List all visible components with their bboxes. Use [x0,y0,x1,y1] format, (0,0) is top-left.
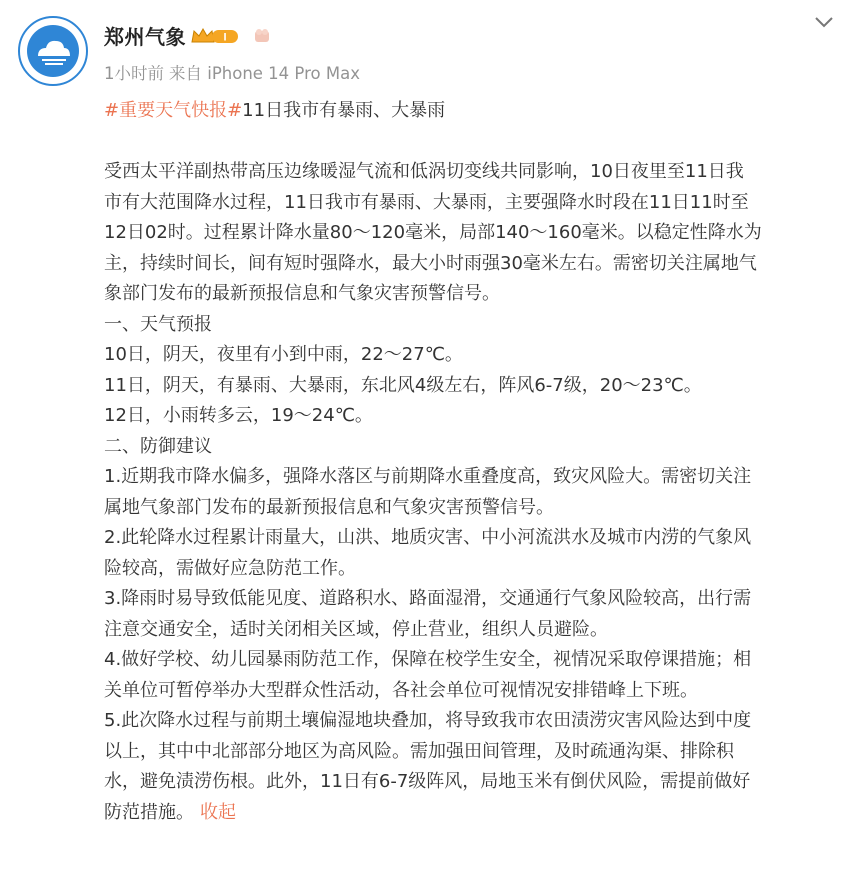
post-time: 1小时前 [104,64,164,83]
post-line [104,401,839,432]
post-line-text: 以上，其中中北部部分地区为高风险。需加强田间管理，及时疏通沟渠、排除积 [104,740,734,762]
post-line [104,706,839,737]
post-line [104,462,839,493]
topic-link[interactable]: #重要天气快报# [104,100,243,121]
post-line [104,310,839,341]
post-line [104,615,839,646]
post-body [104,157,839,828]
sticker-icon [252,25,272,45]
post-line-text: 2.此轮降水过程累计雨量大，山洪、地质灾害、中小河流洪水及城市内涝的气象风 [104,527,752,548]
post-line-text: 12日02时。过程累计降水量80～120毫米，局部140～160毫米。以稳定性降水为 [104,222,762,243]
post-line [104,371,839,402]
post-line-text: 主，持续时间长，间有短时强降水，最大小时雨强30毫米左右。需密切关注属地气 [104,252,757,274]
post-line-text: 4.做好学校、幼儿园暴雨防范工作，保障在校学生安全，视情况采取停课措施；相 [104,649,752,670]
post-line [104,249,839,280]
post-line-text: 1.近期我市降水偏多，强降水落区与前期降水重叠度高，致灾风险大。需密切关注 [104,466,752,487]
post-line-text: 12日，小雨转多云，19～24℃。 [104,405,373,426]
post-content [104,96,839,828]
post-line [104,645,839,676]
post-line [104,157,839,188]
post-line [104,340,839,371]
post-line-text: 11日，阴天，有暴雨、大暴雨，东北风4级左右，阵风6-7级，20～23℃。 [104,374,702,396]
chevron-down-icon[interactable] [813,14,835,30]
post-line-text: 受西太平洋副热带高压边缘暖湿气流和低涡切变线共同影响，10日夜里至11日我 [104,161,744,182]
post-headline [104,96,839,127]
post-line [104,767,839,798]
post-line-text: 10日，阴天，夜里有小到中雨，22～27℃。 [104,344,463,365]
post-line [104,188,839,219]
avatar[interactable] [18,16,88,86]
post-line [104,737,839,768]
post-line [104,584,839,615]
post-line-text: 关单位可暂停举办大型群众性活动，各社会单位可视情况安排错峰上下班。 [104,679,698,701]
post-line [104,218,839,249]
blank-line [104,127,839,158]
collapse-link[interactable]: 收起 [200,801,236,823]
post-line-text: 一、天气预报 [104,313,212,335]
post-meta [104,60,365,84]
post-line-text: 二、防御建议 [104,435,212,457]
post-line-text: 防范措施。 [104,801,194,823]
crown-badge-icon[interactable] [190,26,240,46]
post-line-text: 注意交通安全，适时关闭相关区域，停止营业，组织人员避险。 [104,618,608,640]
headline-text: 11日我市有暴雨、大暴雨 [242,100,446,121]
post-line [104,676,839,707]
post-line [104,279,839,310]
badge-level: I [223,31,227,44]
post-line-text: 5.此次降水过程与前期土壤偏湿地块叠加，将导致我市农田渍涝灾害风险达到中度 [104,710,752,731]
post-line [104,523,839,554]
post-line [104,554,839,585]
post-line [104,493,839,524]
post-line [104,798,839,829]
post-line-text: 3.降雨时易导致低能见度、道路积水、路面湿滑，交通通行气象风险较高，出行需 [104,588,752,609]
post-line-text: 水，避免渍涝伤根。此外，11日有6-7级阵风，局地玉米有倒伏风险，需提前做好 [104,771,751,792]
post-line [104,432,839,463]
post-line-text: 属地气象部门发布的最新预报信息和气象灾害预警信号。 [104,496,554,518]
author-name[interactable]: 郑州气象 [104,25,186,49]
post-header [0,0,854,100]
post-line-text: 象部门发布的最新预报信息和气象灾害预警信号。 [104,283,500,304]
post-line-text: 市有大范围降水过程，11日我市有暴雨、大暴雨，主要强降水时段在11日11时至 [104,191,749,213]
post-source: 来自 iPhone 14 Pro Max [169,64,360,83]
post-line-text: 险较高，需做好应急防范工作。 [104,557,356,579]
